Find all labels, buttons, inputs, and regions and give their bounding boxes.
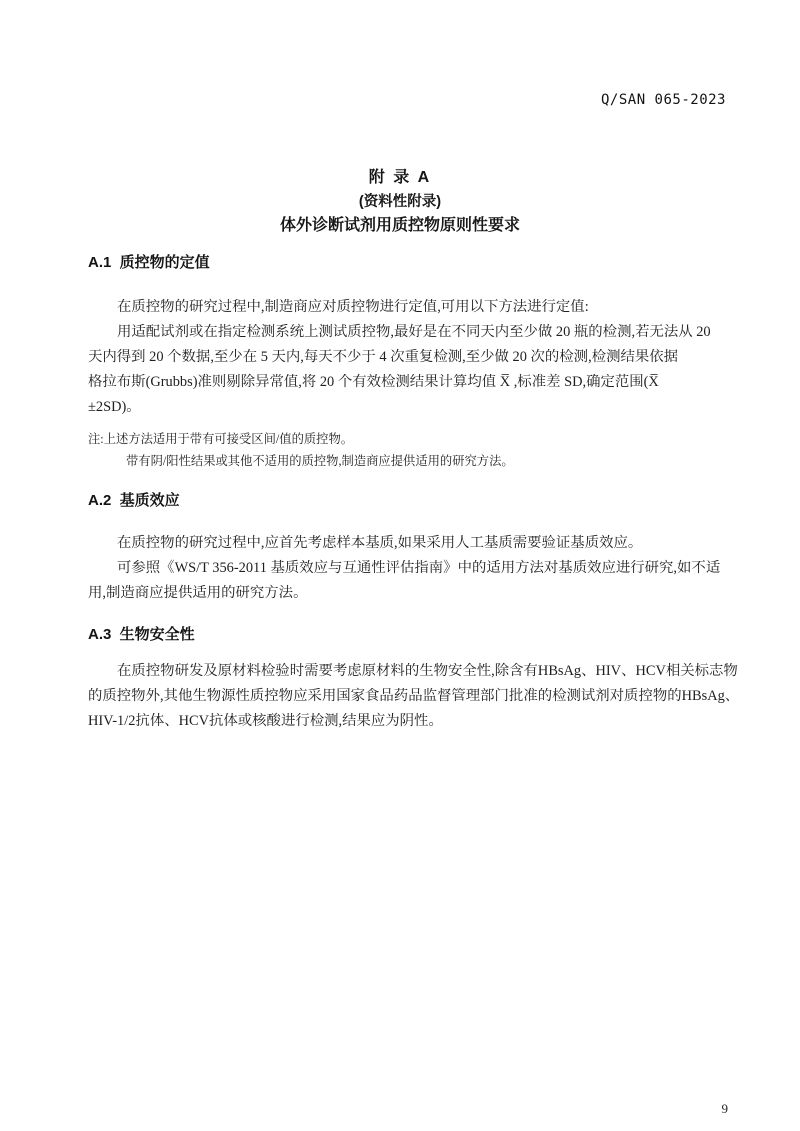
- note-line: 带有阴/阳性结果或其他不适用的质控物,制造商应提供适用的研究方法。: [126, 454, 514, 468]
- text-line: 在质控物研发及原材料检验时需要考虑原材料的生物安全性,除含有HBsAg、HIV、HCV相关标志物: [117, 663, 738, 679]
- text-line: 在质控物的研究过程中,应首先考虑样本基质,如果采用人工基质需要验证基质效应。: [117, 535, 643, 551]
- section-a2-heading: A.2 基质效应: [88, 492, 180, 509]
- note-line: 注:上述方法适用于带有可接受区间/值的质控物。: [88, 432, 354, 446]
- appendix-subject: 体外诊断试剂用质控物原则性要求: [279, 217, 520, 234]
- document-body: [88, 250, 740, 734]
- appendix-title-block: [0, 166, 800, 238]
- section-a2-paragraph-2: [88, 556, 721, 606]
- text-line: 格拉布斯(Grubbs)准则剔除异常值,将 20 个有效检测结果计算均值 X̅ ,标准差 SD,确定范围(X̅: [88, 374, 659, 390]
- section-a1-heading: A.1 质控物的定值: [88, 254, 210, 271]
- section-a3-heading: A.3 生物安全性: [88, 626, 195, 643]
- document-number: Q/SAN 065-2023: [600, 92, 726, 108]
- text-line: ±2SD)。: [88, 399, 141, 415]
- section-a2-paragraph-1: [88, 531, 718, 556]
- text-line: 用适配试剂或在指定检测系统上测试质控物,最好是在不同天内至少做 20 瓶的检测,若无法从 20: [117, 324, 711, 340]
- section-a1-paragraph-1: [88, 295, 718, 320]
- text-line: 用,制造商应提供适用的研究方法。: [88, 585, 308, 601]
- text-line: 天内得到 20 个数据,至少在 5 天内,每天不少于 4 次重复检测,至少做 20 次的检测,检测结果依据: [88, 349, 679, 365]
- appendix-title: 附 录 A: [368, 169, 432, 186]
- section-a1-note: [88, 428, 718, 472]
- text-line: 可参照《WS/T 356-2011 基质效应与互通性评估指南》中的适用方法对基质效应进行研究,如不适: [117, 560, 721, 576]
- page-number: 9: [721, 1101, 728, 1116]
- text-line: 的质控物外,其他生物源性质控物应采用国家食品药品监督管理部门批准的检测试剂对质控物的HBsAg、: [88, 688, 740, 704]
- text-line: 在质控物的研究过程中,制造商应对质控物进行定值,可用以下方法进行定值:: [117, 299, 589, 315]
- section-a1-paragraph-2: [88, 320, 718, 420]
- text-line: HIV-1/2抗体、HCV抗体或核酸进行检测,结果应为阴性。: [88, 713, 443, 729]
- appendix-type: (资料性附录): [358, 194, 442, 210]
- section-a3-paragraph-1: [88, 659, 740, 734]
